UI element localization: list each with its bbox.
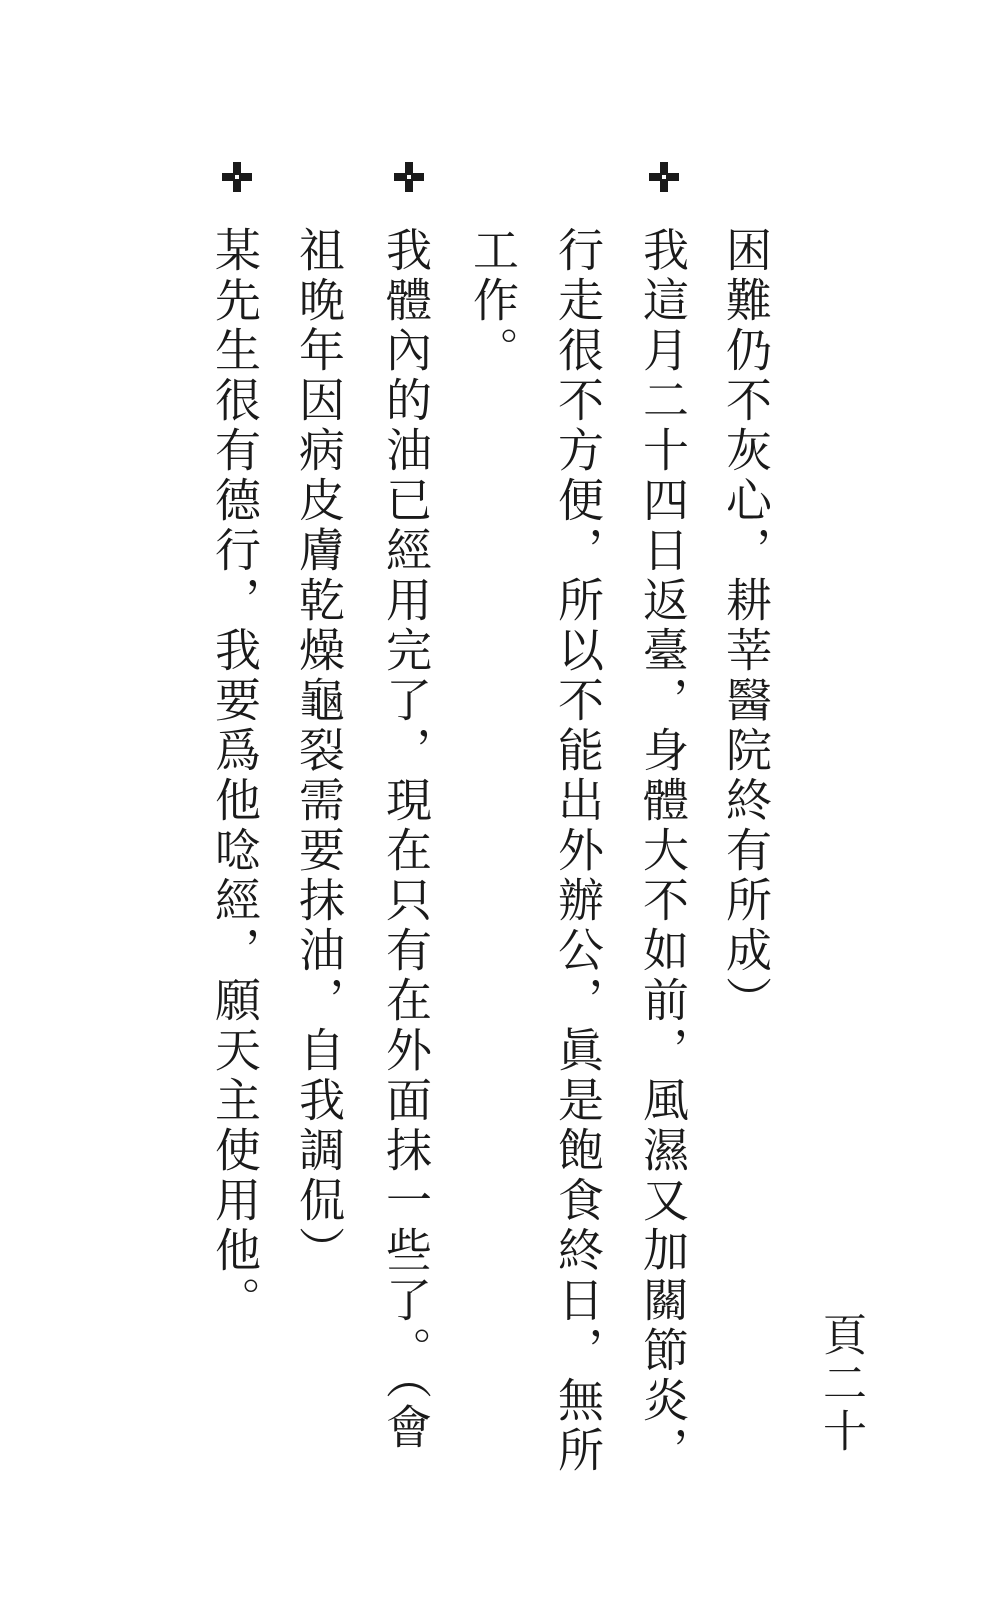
cross-icon xyxy=(647,160,681,194)
page-number: 頁二十 xyxy=(815,1312,866,1456)
entry-3-line-1: 某先生很有德行，我要爲他唸經，願天主使用他。 xyxy=(208,226,262,1326)
entry-1-line-3: 工作。 xyxy=(466,226,520,376)
cross-icon xyxy=(392,160,426,194)
entry-2-line-1: 我體內的油已經用完了，現在只有在外面抹一些了。（會 xyxy=(379,226,433,1453)
cross-icon xyxy=(220,160,254,194)
entry-2-line-2: 祖晚年因病皮膚乾燥龜裂需要抹油，自我調侃） xyxy=(292,226,346,1276)
continuation-line: 困難仍不灰心，耕莘醫院終有所成） xyxy=(719,226,773,1026)
entry-1-line-2: 行走很不方便，所以不能出外辦公，眞是飽食終日，無所 xyxy=(551,226,605,1476)
entry-1-line-1: 我這月二十四日返臺，身體大不如前，風濕又加關節炎， xyxy=(636,226,690,1476)
